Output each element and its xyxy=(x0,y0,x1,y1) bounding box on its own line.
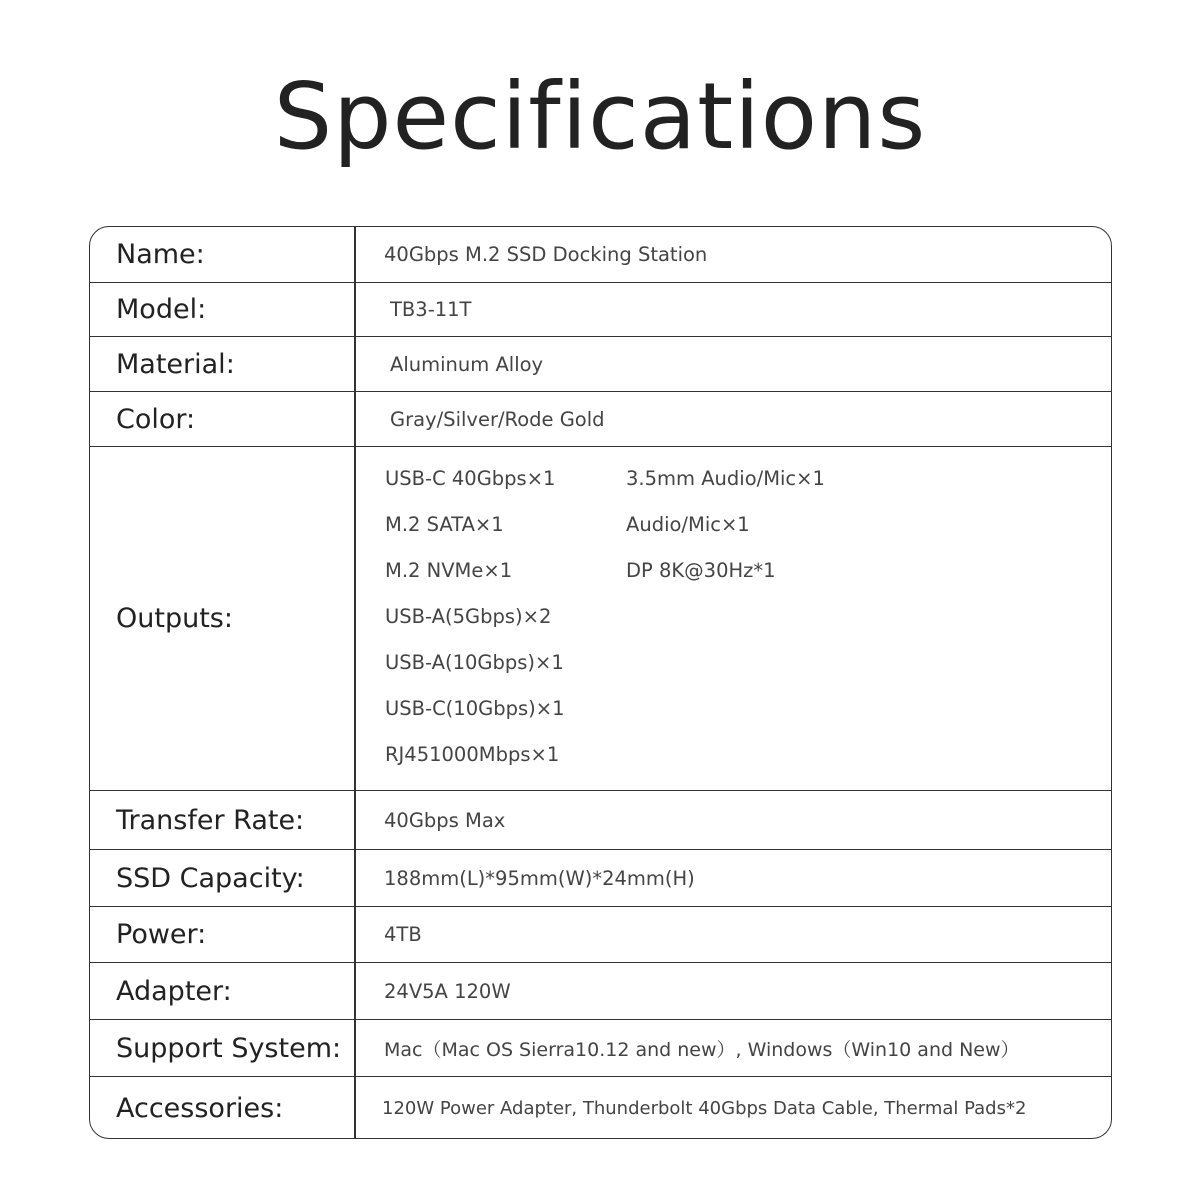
spec-value: TB3-11T xyxy=(390,298,472,321)
spec-row-material xyxy=(90,337,1111,392)
spec-label: Name: xyxy=(116,239,205,270)
spec-label: Adapter: xyxy=(116,975,232,1007)
spec-value: 24V5A 120W xyxy=(384,979,511,1003)
spec-row-support-system xyxy=(90,1020,1111,1077)
column-divider xyxy=(354,283,356,336)
output-item: 3.5mm Audio/Mic×1 xyxy=(626,467,825,490)
spec-row-power xyxy=(90,907,1111,963)
column-divider xyxy=(354,1077,356,1139)
spec-value: 188mm(L)*95mm(W)*24mm(H) xyxy=(384,866,695,890)
spec-row-adapter xyxy=(90,963,1111,1020)
column-divider xyxy=(354,447,356,790)
spec-row-ssd-capacity xyxy=(90,850,1111,907)
spec-value: 120W Power Adapter, Thunderbolt 40Gbps Data Cable, Thermal Pads*2 xyxy=(382,1098,1027,1119)
spec-label: SSD Capacity: xyxy=(116,862,305,894)
spec-label: Support System: xyxy=(116,1032,342,1064)
spec-label: Transfer Rate: xyxy=(116,804,305,836)
spec-row-outputs xyxy=(90,447,1111,791)
output-item: USB-C(10Gbps)×1 xyxy=(385,697,565,720)
column-divider xyxy=(354,1020,356,1076)
specifications-table xyxy=(89,226,1112,1139)
spec-row-transfer-rate xyxy=(90,791,1111,850)
spec-label: Color: xyxy=(116,403,196,435)
spec-value: 40Gbps M.2 SSD Docking Station xyxy=(384,243,708,266)
spec-label: Material: xyxy=(116,348,235,380)
column-divider xyxy=(354,850,356,906)
spec-label: Model: xyxy=(116,294,207,325)
spec-row-model xyxy=(90,283,1111,337)
column-divider xyxy=(354,791,356,849)
output-item: M.2 SATA×1 xyxy=(385,513,504,536)
spec-value: Aluminum Alloy xyxy=(390,352,544,376)
spec-label: Outputs: xyxy=(116,603,233,634)
spec-row-color xyxy=(90,392,1111,447)
outputs-list-primary xyxy=(385,466,564,788)
page-title: Specifications xyxy=(273,63,927,170)
outputs-list-secondary xyxy=(626,466,825,604)
spec-row-accessories xyxy=(90,1077,1111,1139)
output-item: RJ451000Mbps×1 xyxy=(385,743,560,766)
column-divider xyxy=(354,337,356,391)
output-item: USB-A(10Gbps)×1 xyxy=(385,651,564,674)
column-divider xyxy=(354,227,356,282)
column-divider xyxy=(354,907,356,962)
spec-value: 4TB xyxy=(384,923,422,946)
column-divider xyxy=(354,392,356,446)
output-item: Audio/Mic×1 xyxy=(626,513,750,536)
spec-label: Power: xyxy=(116,919,207,950)
output-item: USB-C 40Gbps×1 xyxy=(385,467,556,490)
output-item: USB-A(5Gbps)×2 xyxy=(385,605,552,628)
spec-value: Gray/Silver/Rode Gold xyxy=(390,407,605,431)
spec-value: Mac（Mac OS Sierra10.12 and new）, Windows（Win10 and New） xyxy=(384,1038,1020,1061)
spec-value: 40Gbps Max xyxy=(384,808,506,832)
output-item: M.2 NVMe×1 xyxy=(385,559,513,582)
spec-label: Accessories: xyxy=(116,1093,284,1124)
output-item: DP 8K@30Hz*1 xyxy=(626,559,776,582)
spec-row-name xyxy=(90,227,1111,283)
column-divider xyxy=(354,963,356,1019)
